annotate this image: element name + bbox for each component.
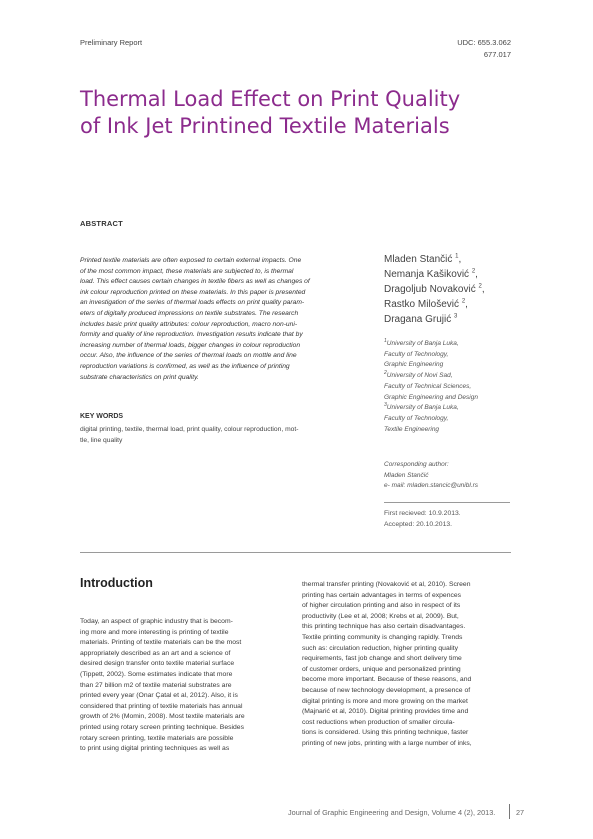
author-list: [384, 252, 485, 327]
keywords-line: tle, line quality: [80, 436, 123, 444]
body-line: to print using digital printing techniques as well as: [80, 745, 230, 753]
author-entry: [384, 282, 485, 297]
abstract-heading: ABSTRACT: [80, 219, 123, 228]
submission-dates: [384, 508, 461, 530]
affiliation-mark: 2: [384, 369, 387, 376]
abstract-line: of the most common impact, these materials are subjected to, is thermal: [80, 267, 294, 275]
body-line: requirements, fast job change and short delivery time: [302, 655, 462, 663]
abstract-line: load. This effect causes certain changes in textile fibers as well as changes of: [80, 278, 310, 286]
body-line: because of new technology development, a presence of: [302, 686, 471, 694]
author-affiliation-mark: 2: [471, 268, 476, 275]
abstract-line: formity and quality of line reproduction. Investigation results indicate that by: [80, 331, 303, 339]
author-affiliation-mark: 2: [478, 283, 482, 290]
author-affiliation-mark: 1: [455, 253, 459, 260]
page-number: 27: [516, 808, 525, 817]
introduction-left-column: [80, 617, 290, 755]
affiliation-line: Faculty of Technology,: [384, 414, 449, 422]
received-date: First recieved: 10.9.2013.: [384, 510, 461, 517]
affiliation-line: Faculty of Technical Sciences,: [384, 382, 472, 390]
body-line: considered that printing of textile materials has annual: [80, 702, 243, 710]
affiliation-line: Faculty of Technology,: [384, 350, 449, 358]
keywords-body: [80, 425, 365, 446]
body-line: appropriately described as an art and a science of: [80, 649, 231, 657]
abstract-line: an investigation of the series of thermal loads effects on print quality param-: [80, 299, 305, 307]
author-entry: [384, 312, 485, 327]
body-line: thermal transfer printing (Novaković et al, 2010). Screen: [302, 581, 471, 588]
author-separator: ,: [465, 299, 468, 310]
body-line: cost reductions when production of smaller circula-: [302, 718, 455, 726]
report-category: Preliminary Report: [80, 38, 143, 47]
author-separator: ,: [475, 269, 478, 280]
title-line: of Ink Jet Printined Textile Materials: [80, 114, 450, 138]
abstract-line: ink colour reproduction printed on these materials. In this paper is presented: [80, 288, 306, 296]
accepted-date: Accepted: 20.10.2013.: [384, 521, 453, 528]
body-line: than 27 billion m2 of textile material substrates are: [80, 681, 232, 689]
abstract-line: includes basic print quality attributes: colour reproduction, macro non-uni-: [80, 320, 298, 328]
affiliation-mark: 1: [384, 337, 387, 344]
author-entry: [384, 252, 485, 267]
affiliation-line: [384, 371, 478, 382]
affiliation-line: Graphic Engineering: [384, 361, 444, 369]
body-line: (Tippett, 2002). Some estimates indicate that more: [80, 670, 233, 678]
keywords-heading: KEY WORDS: [80, 413, 124, 420]
affiliation-line: Graphic Engineering and Design: [384, 393, 478, 401]
body-line: printing has certain advantages in terms of expences: [302, 591, 462, 599]
corresponding-email[interactable]: e- mail: mladen.stancic@unibl.rs: [384, 482, 479, 490]
introduction-right-column: [302, 580, 517, 750]
author-name: Dragoljub Novaković: [384, 284, 476, 295]
dates-divider: [384, 502, 510, 503]
author-entry: [384, 267, 485, 282]
body-line: printed using rotary screen printing technique. Besides: [80, 723, 244, 731]
abstract-body: [80, 256, 365, 383]
abstract-line: substrate characteristics on print quality.: [80, 373, 199, 381]
paper-title: [80, 86, 550, 140]
affiliation-line: Textile Engineering: [384, 425, 440, 433]
section-divider: [80, 552, 511, 553]
author-name: Dragana Grujić: [384, 314, 452, 325]
corresponding-author: [384, 460, 478, 492]
body-line: become more important. Because of these reasons, and: [302, 676, 472, 684]
body-line: Today, an aspect of graphic industry that is becom-: [80, 618, 233, 625]
body-line: such as: circulation reduction, higher printing quality: [302, 644, 459, 652]
affiliation-mark: 3: [384, 402, 387, 409]
body-line: printed every year (Onar Çatal et al, 2012). Also, it is: [80, 692, 238, 700]
affiliation-text: University of Novi Sad,: [386, 372, 453, 380]
body-line: tions is considered. Using this printing technique, faster: [302, 729, 469, 737]
introduction-heading: Introduction: [80, 576, 153, 590]
body-line: rotary screen printing, textile materials are possible: [80, 734, 234, 742]
body-line: digital printing is more and more growing on the market: [302, 697, 468, 705]
author-name: Nemanja Kašiković: [384, 269, 470, 280]
author-name: Mladen Stančić: [384, 254, 453, 265]
author-name: Rastko Milošević: [384, 299, 460, 310]
body-line: desired design transfer onto textile material surface: [80, 660, 235, 668]
title-line: Thermal Load Effect on Print Quality: [80, 87, 461, 111]
affiliation-text: University of Banja Luka,: [386, 340, 459, 347]
author-affiliation-mark: 3: [454, 313, 458, 320]
corresponding-name: Mladen Stančić: [384, 471, 429, 479]
body-line: growth of 2% (Momin, 2008). Most textile materials are: [80, 713, 245, 721]
affiliations: [384, 339, 478, 435]
body-line: of higher circulation printing and also in respect of its: [302, 602, 461, 610]
body-line: of customer orders, unique and personalized printing: [302, 665, 461, 673]
keywords-line: digital printing, textile, thermal load, print quality, colour reproduction, mot-: [80, 426, 299, 433]
body-line: ing more and more interesting is printing of textile: [80, 628, 229, 636]
journal-footer: Journal of Graphic Engineering and Design, Volume 4 (2), 2013.: [288, 808, 496, 817]
affiliation-line: [384, 339, 478, 350]
abstract-line: increasing number of thermal loads, bigger changes in colour reproduction: [80, 341, 301, 349]
udc-code-line1: UDC: 655.3.062: [457, 38, 511, 47]
affiliation-text: University of Banja Luka,: [386, 404, 459, 412]
body-line: materials. Printing of textile materials can be the most: [80, 639, 242, 647]
udc-code-line2: 677.017: [483, 50, 511, 59]
body-line: (Majnarić et al, 2010). Digital printing provides time and: [302, 708, 469, 716]
author-separator: ,: [458, 254, 462, 265]
abstract-line: eters of digitally produced impressions on textile substrates. The research: [80, 309, 299, 317]
body-line: this printing technique has also certain disadvantages.: [302, 623, 466, 631]
corresponding-label: Corresponding author:: [384, 461, 449, 468]
body-line: printing of new jobs, printing with a large number of inks,: [302, 739, 472, 747]
abstract-line: reproduction variations is confirmed, as well as the influence of printing: [80, 362, 290, 370]
affiliation-line: [384, 403, 478, 414]
abstract-line: occur. Also, the influence of the series of thermal loads on mottle and line: [80, 352, 297, 360]
footer-divider: [509, 804, 510, 819]
author-separator: ,: [481, 284, 485, 295]
author-affiliation-mark: 2: [461, 298, 466, 305]
body-line: Textile printing community is changing rapidly. Trends: [302, 633, 463, 641]
body-line: productivity (Lee et al, 2008; Krebs et al, 2009). But,: [302, 612, 459, 620]
author-entry: [384, 297, 485, 312]
abstract-line: Printed textile materials are often exposed to certain external impacts. One: [80, 257, 302, 264]
